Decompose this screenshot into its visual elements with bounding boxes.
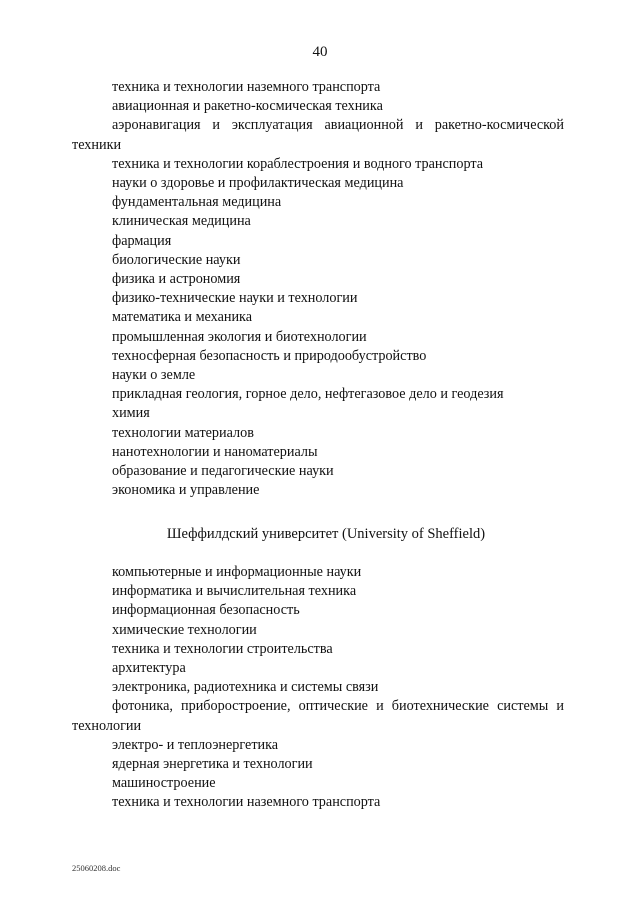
list-item: фундаментальная медицина [112, 194, 282, 211]
list-item: химия [112, 405, 150, 422]
list-item: науки о земле [112, 367, 196, 384]
list-item: технологии материалов [112, 424, 254, 441]
list-item: машиностроение [112, 775, 216, 792]
list-item: информатика и вычислительная техника [112, 583, 357, 600]
list-item: техника и технологии кораблестроения и водного транспорта [112, 155, 484, 172]
list-item: физика и астрономия [112, 271, 241, 288]
list-item: нанотехнологии и наноматериалы [112, 443, 318, 460]
list-item: физико-технические науки и технологии [112, 290, 358, 307]
list-item: экономика и управление [112, 482, 260, 499]
list-item: биологические науки [112, 251, 241, 268]
list-item: фотоника, приборостроение, оптические и биотехнические системы и технологии [72, 698, 564, 734]
list-item: науки о здоровье и профилактическая медицина [112, 175, 404, 192]
list-item: техника и технологии строительства [112, 640, 333, 657]
field-list-main [72, 78, 564, 500]
list-item: промышленная экология и биотехнологии [112, 328, 367, 345]
list-item: информационная безопасность [112, 602, 300, 619]
list-item: аэронавигация и эксплуатация авиационной и ракетно-космической техники [72, 117, 564, 153]
list-item: ядерная энергетика и технологии [112, 756, 313, 773]
field-list-sheffield [72, 563, 564, 813]
list-item: прикладная геология, горное дело, нефтегазовое дело и геодезия [112, 386, 504, 403]
list-item: химические технологии [112, 621, 257, 638]
list-item: клиническая медицина [112, 213, 251, 230]
section-heading-university: Шеффилдский университет (University of Sheffield) [166, 526, 486, 542]
list-item: архитектура [112, 660, 186, 677]
list-item: техника и технологии наземного транспорта [112, 794, 381, 811]
footer-filename: 25060208.doc [72, 863, 121, 873]
list-item: техника и технологии наземного транспорта [112, 79, 381, 95]
list-item: электро- и теплоэнергетика [112, 736, 279, 753]
list-item: фармация [112, 232, 172, 249]
list-item: авиационная и ракетно-космическая техника [112, 98, 383, 115]
list-item: электроника, радиотехника и системы связи [112, 679, 379, 696]
list-item: образование и педагогические науки [112, 463, 334, 480]
list-item: техносферная безопасность и природообустройство [112, 347, 427, 364]
list-item: компьютерные и информационные науки [112, 564, 362, 580]
page-number: 40 [312, 44, 328, 60]
list-item: математика и механика [112, 309, 253, 326]
